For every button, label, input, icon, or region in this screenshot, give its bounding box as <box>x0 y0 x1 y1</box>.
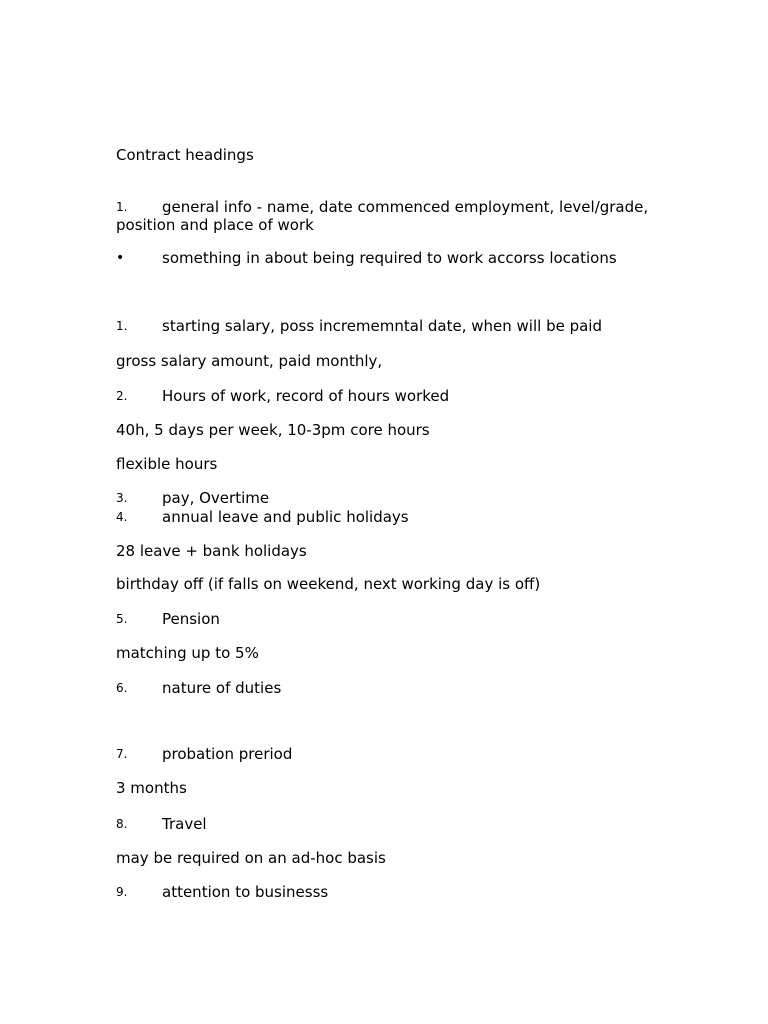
list-item-text: pay, Overtime <box>162 489 270 507</box>
list-item-text: starting salary, poss incrememntal date, when will be paid <box>162 317 602 335</box>
list-item-text: Pension <box>162 610 220 628</box>
document-title: Contract headings <box>116 146 254 164</box>
list-item-text: nature of duties <box>162 679 282 697</box>
paragraph: 40h, 5 days per week, 10-3pm core hours <box>116 421 430 439</box>
paragraph: gross salary amount, paid monthly, <box>116 352 383 370</box>
list-marker: 3. <box>116 491 128 505</box>
bullet-item <box>116 249 656 267</box>
list-item <box>116 489 656 507</box>
list-marker: 1. <box>116 200 128 214</box>
list-marker: 9. <box>116 885 128 899</box>
list-item <box>116 679 656 697</box>
list-item <box>116 883 656 901</box>
paragraph: flexible hours <box>116 455 218 473</box>
list-marker: 6. <box>116 681 128 695</box>
list-item-text: annual leave and public holidays <box>162 508 409 526</box>
list-marker: 5. <box>116 612 128 626</box>
paragraph: birthday off (if falls on weekend, next working day is off) <box>116 575 541 593</box>
list-marker: 8. <box>116 817 128 831</box>
list-marker: 1. <box>116 319 128 333</box>
list-item <box>116 610 656 628</box>
list-item-text: something in about being required to work accorss locations <box>162 249 617 267</box>
list-item-text: attention to businesss <box>162 883 329 901</box>
list-item <box>116 387 656 405</box>
paragraph: may be required on an ad-hoc basis <box>116 849 386 867</box>
list-item <box>116 745 656 763</box>
list-marker: 2. <box>116 389 128 403</box>
paragraph: matching up to 5% <box>116 644 259 662</box>
paragraph: 28 leave + bank holidays <box>116 542 307 560</box>
paragraph: 3 months <box>116 779 187 797</box>
list-item-text: Hours of work, record of hours worked <box>162 387 450 405</box>
list-item-text: Travel <box>162 815 207 833</box>
list-item-text: probation preriod <box>162 745 293 763</box>
list-marker: 4. <box>116 510 128 524</box>
list-item <box>116 508 656 526</box>
bullet-marker: • <box>116 250 125 266</box>
list-item <box>116 198 656 234</box>
list-item-text: general info - name, date commenced employment, level/grade, position and place of work <box>116 198 649 234</box>
list-item <box>116 317 656 335</box>
list-marker: 7. <box>116 747 128 761</box>
list-item <box>116 815 656 833</box>
